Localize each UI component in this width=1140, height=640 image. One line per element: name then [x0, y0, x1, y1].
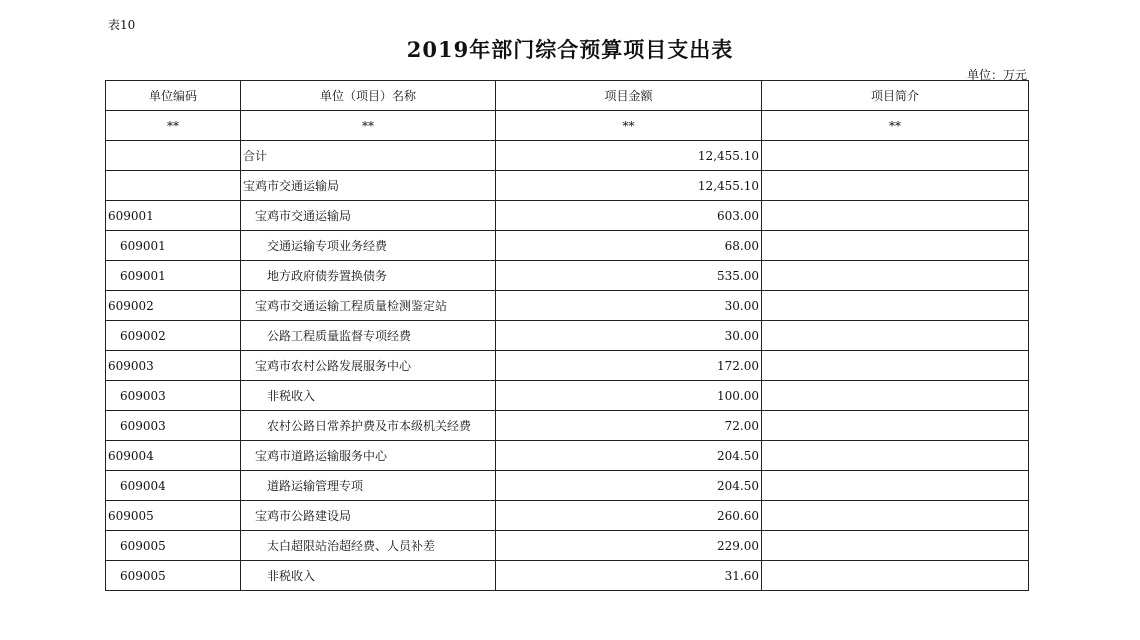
unit-code: 609001: [106, 231, 241, 261]
marker-intro: **: [762, 111, 1029, 141]
unit-code: 609005: [106, 531, 241, 561]
unit-name: 宝鸡市交通运输局: [241, 171, 496, 201]
project-intro: [762, 171, 1029, 201]
project-name: 交通运输专项业务经费: [241, 231, 496, 261]
table-row: [106, 291, 1029, 321]
unit-name: 宝鸡市农村公路发展服务中心: [241, 351, 496, 381]
project-amount: 31.60: [496, 561, 762, 591]
project-intro: [762, 201, 1029, 231]
unit-name: 宝鸡市交通运输工程质量检测鉴定站: [241, 291, 496, 321]
unit-code: 609001: [106, 201, 241, 231]
table-row-department: [106, 171, 1029, 201]
marker-row: [106, 111, 1029, 141]
page-title: 2019年部门综合预算项目支出表: [406, 37, 734, 62]
column-header-intro: 项目简介: [762, 81, 1029, 111]
project-intro: [762, 321, 1029, 351]
table-row: [106, 381, 1029, 411]
table-row: [106, 261, 1029, 291]
marker-name: **: [241, 111, 496, 141]
unit-code: [106, 141, 241, 171]
project-intro: [762, 501, 1029, 531]
table-row: [106, 231, 1029, 261]
unit-code: 609003: [106, 381, 241, 411]
unit-code: 609005: [106, 561, 241, 591]
table-row: [106, 561, 1029, 591]
project-amount: 68.00: [496, 231, 762, 261]
table-number: 表10: [108, 18, 136, 32]
column-header-name: 单位（项目）名称: [241, 81, 496, 111]
table-row: [106, 201, 1029, 231]
unit-name: 宝鸡市公路建设局: [241, 501, 496, 531]
project-intro: [762, 291, 1029, 321]
project-name: 道路运输管理专项: [241, 471, 496, 501]
project-amount: 100.00: [496, 381, 762, 411]
project-intro: [762, 441, 1029, 471]
unit-code: 609001: [106, 261, 241, 291]
unit-code: 609003: [106, 411, 241, 441]
table-row: [106, 321, 1029, 351]
unit-code: 609002: [106, 321, 241, 351]
unit-code: 609005: [106, 501, 241, 531]
project-amount: 12,455.10: [496, 141, 762, 171]
marker-code: **: [106, 111, 241, 141]
unit-code: 609003: [106, 351, 241, 381]
column-header-amount: 项目金额: [496, 81, 762, 111]
unit-name: 合计: [241, 141, 496, 171]
project-intro: [762, 411, 1029, 441]
project-amount: 603.00: [496, 201, 762, 231]
project-name: 农村公路日常养护费及市本级机关经费: [241, 411, 496, 441]
column-header-code: 单位编码: [106, 81, 241, 111]
table-row: [106, 351, 1029, 381]
table-row: [106, 471, 1029, 501]
project-amount: 30.00: [496, 321, 762, 351]
project-intro: [762, 531, 1029, 561]
project-amount: 260.60: [496, 501, 762, 531]
project-name: 非税收入: [241, 561, 496, 591]
project-amount: 204.50: [496, 471, 762, 501]
project-name: 太白超限站治超经费、人员补差: [241, 531, 496, 561]
unit-code: 609004: [106, 471, 241, 501]
project-intro: [762, 381, 1029, 411]
table-row: [106, 501, 1029, 531]
unit-code: [106, 171, 241, 201]
project-intro: [762, 261, 1029, 291]
unit-name: 宝鸡市交通运输局: [241, 201, 496, 231]
budget-table: [105, 80, 1029, 591]
project-amount: 72.00: [496, 411, 762, 441]
project-amount: 12,455.10: [496, 171, 762, 201]
project-name: 非税收入: [241, 381, 496, 411]
table-row-total: [106, 141, 1029, 171]
marker-amount: **: [496, 111, 762, 141]
project-amount: 172.00: [496, 351, 762, 381]
project-intro: [762, 141, 1029, 171]
unit-code: 609004: [106, 441, 241, 471]
table-row: [106, 441, 1029, 471]
project-name: 公路工程质量监督专项经费: [241, 321, 496, 351]
unit-label: 单位：万元: [966, 68, 1027, 82]
project-amount: 30.00: [496, 291, 762, 321]
project-intro: [762, 471, 1029, 501]
project-amount: 229.00: [496, 531, 762, 561]
project-amount: 535.00: [496, 261, 762, 291]
header-row: [106, 81, 1029, 111]
table-row: [106, 531, 1029, 561]
project-name: 地方政府债券置换债务: [241, 261, 496, 291]
project-amount: 204.50: [496, 441, 762, 471]
project-intro: [762, 351, 1029, 381]
unit-code: 609002: [106, 291, 241, 321]
project-intro: [762, 561, 1029, 591]
project-intro: [762, 231, 1029, 261]
unit-name: 宝鸡市道路运输服务中心: [241, 441, 496, 471]
table-row: [106, 411, 1029, 441]
